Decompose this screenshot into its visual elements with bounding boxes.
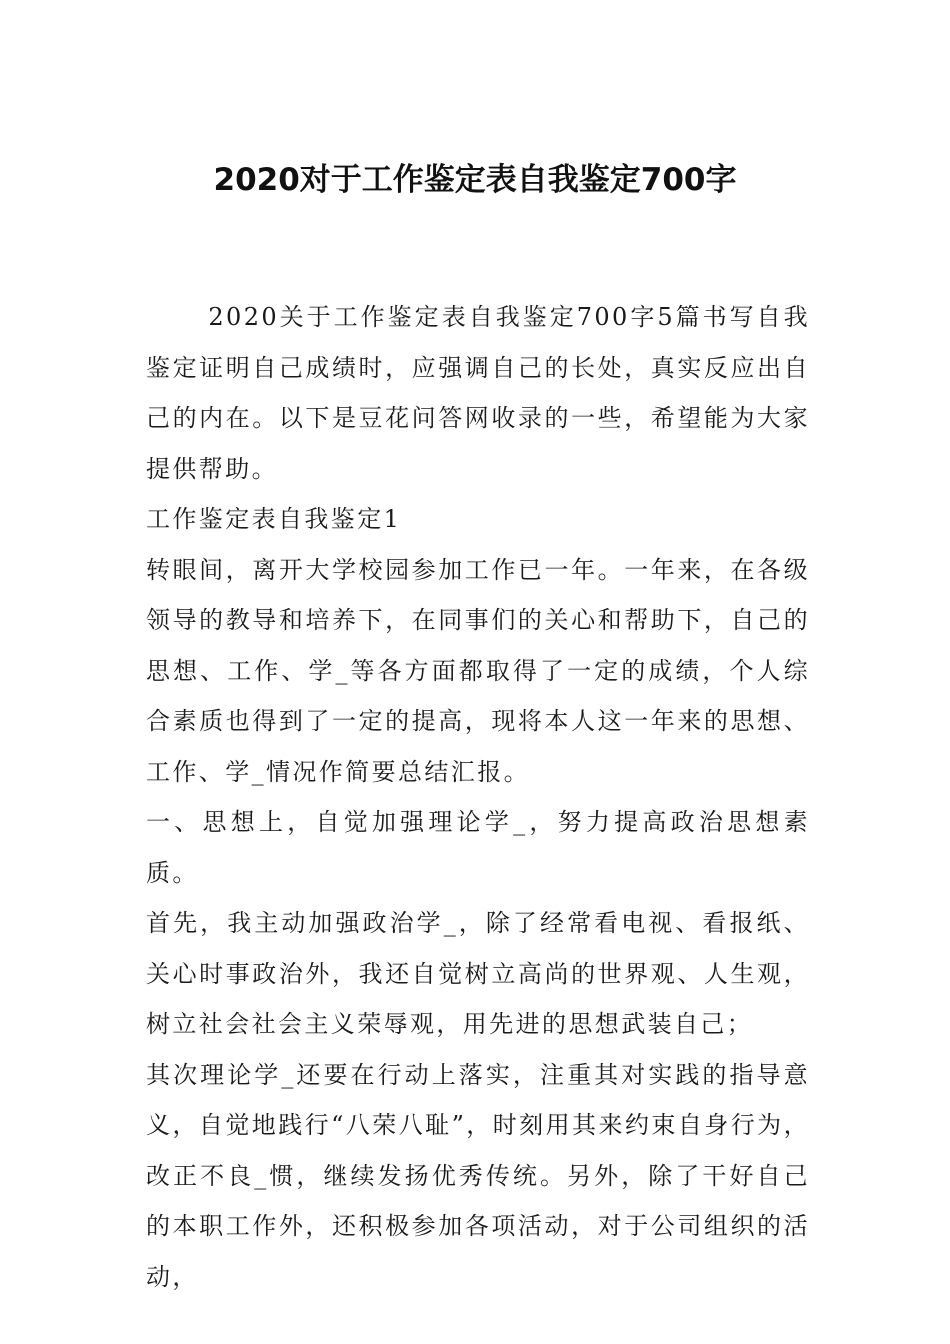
intro-paragraph: 2020关于工作鉴定表自我鉴定700字5篇书写自我鉴定证明自己成绩时，应强调自己的长处，真实反应出自己的内在。以下是豆花问答网收录的一些，希望能为大家提供帮助。 <box>146 303 810 483</box>
section-heading: 工作鉴定表自我鉴定1 <box>146 505 402 533</box>
body-paragraph: 首先，我主动加强政治学_，除了经常看电视、看报纸、关心时事政治外，我还自觉树立高尚的世界观、人生观，树立社会社会主义荣辱观，用先进的思想武装自己； <box>146 909 810 1038</box>
document-body <box>146 292 810 1302</box>
body-paragraph: 转眼间，离开大学校园参加工作已一年。一年来，在各级领导的教导和培养下，在同事们的关心和帮助下，自己的思想、工作、学_等各方面都取得了一定的成绩，个人综合素质也得到了一定的提高，现将本人这一年来的思想、工作、学_情况作简要总结汇报。 <box>146 555 810 786</box>
body-paragraph: 其次理论学_还要在行动上落实，注重其对实践的指导意义，自觉地践行“八荣八耻”，时刻用其来约束自身行为，改正不良_惯，继续发扬优秀传统。另外，除了干好自己的本职工作外，还积极参加各项活动，对于公司组织的活动， <box>146 1060 810 1291</box>
document-title: 2020对于工作鉴定表自我鉴定700字 <box>213 162 737 198</box>
subsection-heading: 一、思想上，自觉加强理论学_，努力提高政治思想素质。 <box>146 808 810 887</box>
